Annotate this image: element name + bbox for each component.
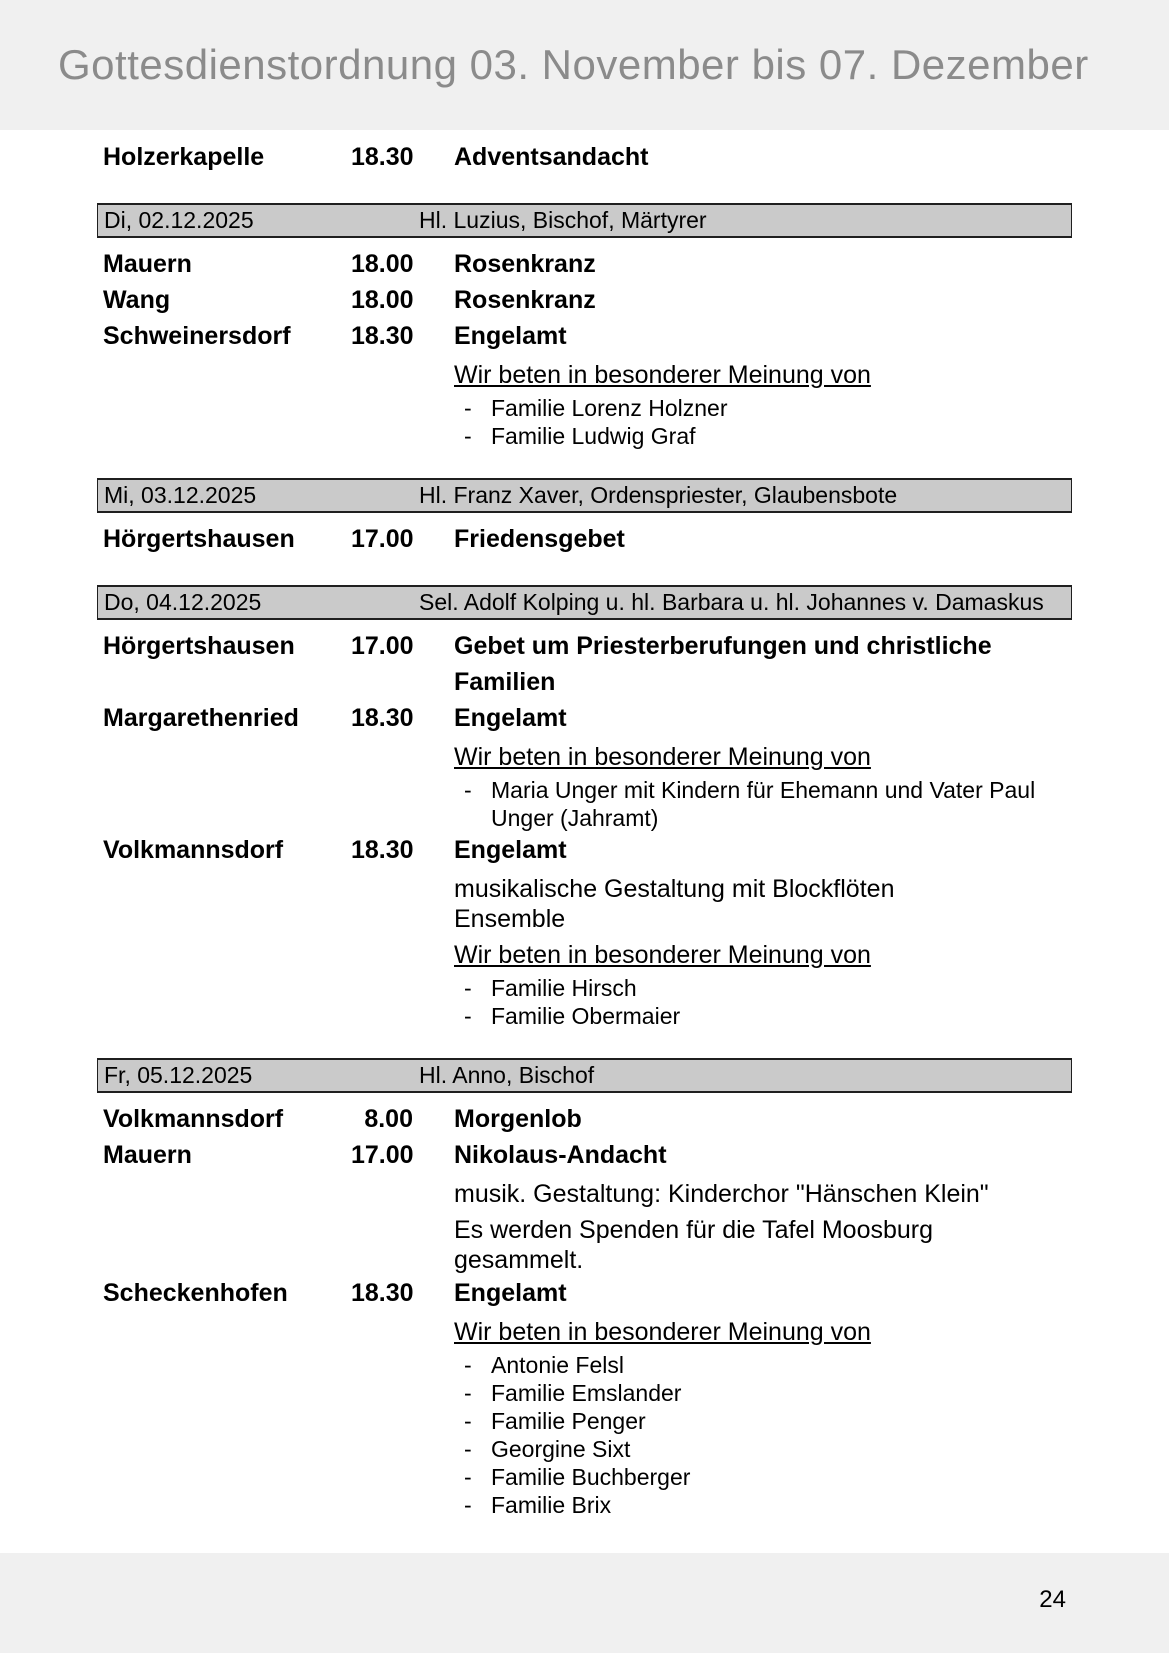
entry-time: 8.00 — [364, 1105, 413, 1133]
feast-label: Hl. Anno, Bischof — [419, 1062, 595, 1088]
dash: - — [464, 1352, 472, 1378]
service-entry — [97, 700, 1072, 736]
entry-time: 18.30 — [351, 1279, 414, 1307]
intentions-heading: Wir beten in besonderer Meinung von — [454, 743, 871, 771]
intentions-heading: Wir beten in besonderer Meinung von — [454, 1318, 871, 1346]
page-title: Gottesdienstordnung 03. November bis 07. Dezember — [58, 41, 1089, 88]
service-entry — [97, 1137, 1072, 1173]
note-line: Ensemble — [454, 905, 566, 933]
intentions-heading: Wir beten in besonderer Meinung von — [454, 361, 871, 389]
schedule — [0, 130, 1072, 1519]
entry-service: Engelamt — [454, 322, 567, 350]
feast-label: Hl. Luzius, Bischof, Märtyrer — [419, 207, 707, 233]
intention-text: Maria Unger mit Kindern für Ehemann und Vater Paul Unger (Jahramt) — [491, 777, 1036, 831]
page-footer — [0, 1553, 1169, 1653]
entry-service: Gebet um Priesterberufungen und christliche Familien — [454, 632, 992, 696]
intention-item — [464, 1435, 1072, 1463]
intention-item — [464, 974, 1072, 1002]
intention-item — [464, 1491, 1072, 1519]
entry-service: Engelamt — [454, 704, 567, 732]
intention-item — [464, 422, 1072, 450]
entry-location: Scheckenhofen — [103, 1279, 288, 1307]
entry-time: 18.30 — [351, 704, 414, 732]
dash: - — [464, 777, 472, 803]
entry-location: Hörgertshausen — [103, 632, 295, 660]
intention-item — [464, 1002, 1072, 1030]
intention-text: Familie Emslander — [491, 1380, 682, 1406]
service-entry — [97, 139, 1072, 175]
entry-service: Adventsandacht — [454, 143, 649, 171]
intention-text: Georgine Sixt — [491, 1436, 631, 1462]
service-entry — [97, 521, 1072, 557]
dash: - — [464, 1380, 472, 1406]
entry-location: Mauern — [103, 1141, 192, 1169]
entry-location: Schweinersdorf — [103, 322, 291, 350]
date-label: Fr, 05.12.2025 — [104, 1062, 253, 1088]
intentions-heading: Wir beten in besonderer Meinung von — [454, 941, 871, 969]
dash: - — [464, 975, 472, 1001]
entry-service: Engelamt — [454, 836, 567, 864]
service-entry — [97, 1275, 1072, 1311]
intention-text: Familie Brix — [491, 1492, 612, 1518]
dash: - — [464, 1492, 472, 1518]
entry-location: Hörgertshausen — [103, 525, 295, 553]
entry-service: Nikolaus-Andacht — [454, 1141, 667, 1169]
service-entry — [97, 832, 1072, 868]
entry-service: Engelamt — [454, 1279, 567, 1307]
date-header — [97, 478, 1072, 513]
entry-time: 18.30 — [351, 836, 414, 864]
note-line: Es werden Spenden für die Tafel Moosburg — [454, 1216, 934, 1244]
intention-text: Familie Buchberger — [491, 1464, 691, 1490]
entry-time: 18.30 — [351, 143, 414, 171]
entry-note — [454, 1215, 1073, 1275]
entry-service: Morgenlob — [454, 1105, 582, 1133]
feast-label: Hl. Franz Xaver, Ordenspriester, Glaubensbote — [419, 482, 898, 508]
dash: - — [464, 1436, 472, 1462]
entry-time: 18.00 — [351, 250, 414, 278]
entry-location: Holzerkapelle — [103, 143, 265, 171]
entry-location: Volkmannsdorf — [103, 1105, 284, 1133]
service-entry — [97, 318, 1072, 354]
entry-location: Volkmannsdorf — [103, 836, 284, 864]
entry-note — [454, 874, 1073, 934]
entry-time: 17.00 — [351, 632, 414, 660]
note-line: gesammelt. — [454, 1246, 584, 1274]
dash: - — [464, 395, 472, 421]
intention-item — [464, 1351, 1072, 1379]
dash: - — [464, 423, 472, 449]
page-header — [0, 0, 1169, 130]
intention-item — [464, 1407, 1072, 1435]
intention-text: Familie Lorenz Holzner — [491, 395, 728, 421]
intention-item — [464, 1379, 1072, 1407]
service-entry — [97, 246, 1072, 282]
service-entry — [97, 1101, 1072, 1137]
intention-item — [464, 1463, 1072, 1491]
note-line: musikalische Gestaltung mit Blockflöten — [454, 875, 895, 903]
entry-time: 17.00 — [351, 525, 414, 553]
entry-location: Mauern — [103, 250, 192, 278]
note-line: musik. Gestaltung: Kinderchor "Hänschen Klein" — [454, 1180, 989, 1208]
intention-text: Familie Penger — [491, 1408, 646, 1434]
feast-label: Sel. Adolf Kolping u. hl. Barbara u. hl. Johannes v. Damaskus — [419, 589, 1044, 615]
entry-service: Rosenkranz — [454, 286, 596, 314]
dash: - — [464, 1408, 472, 1434]
date-header — [97, 203, 1072, 238]
date-label: Mi, 03.12.2025 — [104, 482, 257, 508]
intention-item — [464, 776, 1072, 832]
intention-text: Familie Obermaier — [491, 1003, 681, 1029]
entry-service: Rosenkranz — [454, 250, 596, 278]
entry-time: 18.00 — [351, 286, 414, 314]
service-entry — [97, 628, 1072, 700]
entry-note — [454, 1179, 1073, 1209]
dash: - — [464, 1003, 472, 1029]
date-header — [97, 1058, 1072, 1093]
intention-text: Antonie Felsl — [491, 1352, 624, 1378]
page-number: 24 — [1039, 1586, 1066, 1613]
intention-text: Familie Ludwig Graf — [491, 423, 696, 449]
date-header — [97, 585, 1072, 620]
intention-item — [464, 394, 1072, 422]
entry-location: Margarethenried — [103, 704, 299, 732]
date-label: Di, 02.12.2025 — [104, 207, 254, 233]
entry-service: Friedensgebet — [454, 525, 625, 553]
entry-time: 17.00 — [351, 1141, 414, 1169]
intention-text: Familie Hirsch — [491, 975, 637, 1001]
dash: - — [464, 1464, 472, 1490]
entry-location: Wang — [103, 286, 171, 314]
entry-time: 18.30 — [351, 322, 414, 350]
service-entry — [97, 282, 1072, 318]
date-label: Do, 04.12.2025 — [104, 589, 262, 615]
